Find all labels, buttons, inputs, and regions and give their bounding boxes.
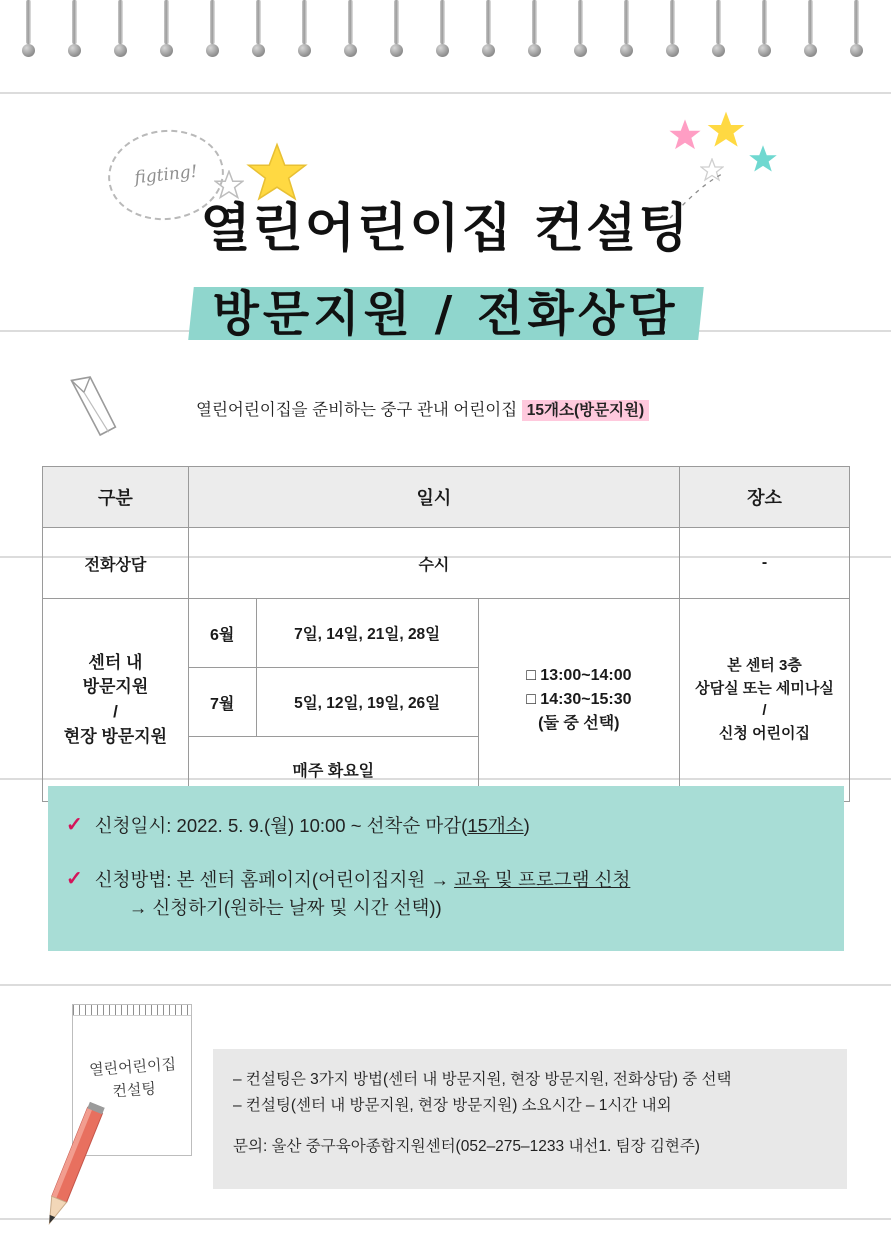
table-row [43,599,850,668]
binding-ring [804,0,817,57]
binding-ring [850,0,863,57]
footer-contact: 문의: 울산 중구육아종합지원센터(052–275–1233 내선1. 팀장 김현주) [233,1137,700,1155]
cell-dates-july: 5일, 12일, 19일, 26일 [256,668,478,737]
notice-2-line2: → 신청하기(원하는 날짜 및 시간 선택)) [128,896,442,918]
binding-ring [22,0,35,57]
column-header-datetime: 일시 [188,467,679,528]
footer-line-2: – 컨설팅(센터 내 방문지원, 현장 방문지원) 소요시간 – 1시간 내외 [233,1097,672,1115]
visit-label-line-4: 현장 방문지원 [63,726,168,746]
table-body [43,528,850,802]
star-icon [668,118,702,152]
page-subtitle-wrap [207,275,685,344]
place-line-4: 신청 어린이집 [718,724,811,742]
time-option-1: □ 13:00~14:00 [526,667,632,684]
spiral-binding [0,0,891,92]
cell-visit-place [679,599,849,802]
notice-1-underline: 15개소 [467,815,524,836]
binding-ring [620,0,633,57]
cell-phone-label: 전화상담 [43,528,189,599]
place-line-2: 상담실 또는 세미나실 [695,679,834,697]
memo-text [70,1012,194,1105]
page-subtitle: 방문지원 / 전화상담 [212,286,679,342]
place-line-3: / [762,702,767,719]
binding-ring [344,0,357,57]
binding-ring [574,0,587,57]
lead-description [196,396,649,420]
visit-label-line-1: 센터 내 [88,652,143,672]
notice-text-1 [95,812,530,840]
check-icon: ✓ [66,867,83,890]
cell-phone-when: 수시 [188,528,679,599]
notice-1-prefix: 신청일시: 2022. 5. 9.(월) 10:00 ~ 선착순 마감( [94,815,468,836]
pencil-doodle-icon [55,367,134,446]
binding-ring [712,0,725,57]
notice-item-application-date [48,812,844,840]
column-header-category: 구분 [43,467,189,528]
fighting-stamp: figting! [104,124,229,226]
lead-text: 열린어린이집을 준비하는 중구 관내 어린이집 [196,401,518,419]
check-icon: ✓ [66,814,83,836]
binding-ring [436,0,449,57]
binding-ring [160,0,173,57]
binding-ring [114,0,127,57]
notice-1-suffix: ) [523,815,530,836]
cell-dates-june: 7일, 14일, 21일, 28일 [256,599,478,668]
page-title: 열린어린이집 컨설팅 [200,199,691,259]
visit-label-line-3: / [113,702,118,721]
memo-line-1: 열린어린이집 [88,1054,177,1079]
lead-highlight: 15개소(방문지원) [522,400,649,421]
binding-ring [206,0,219,57]
notice-item-application-method [48,866,844,922]
binding-ring [528,0,541,57]
table-header-row [43,467,850,528]
cell-month-june: 6월 [188,599,256,668]
cell-weekly-note: 매주 화요일 [188,737,478,802]
column-header-place: 장소 [679,467,849,528]
divider-line [0,984,891,986]
memo-line-2: 컨설팅 [111,1078,157,1100]
binding-ring [390,0,403,57]
table-header [43,467,850,528]
footer-line-1: – 컨설팅은 3가지 방법(센터 내 방문지원, 현장 방문지원, 전화상담) 중 선택 [233,1071,732,1088]
footer-note-box [213,1049,847,1189]
binding-ring [298,0,311,57]
notice-2-underline: 교육 및 프로그램 신청 [454,868,631,890]
binding-ring [68,0,81,57]
divider-line [0,92,891,94]
binding-ring [482,0,495,57]
cell-time-options [478,599,679,802]
notice-2-prefix: 신청방법: 본 센터 홈페이지(어린이집지원 → [94,868,455,890]
poster-title-area [0,108,891,344]
binding-ring [666,0,679,57]
star-icon [706,110,746,150]
binding-ring [252,0,265,57]
schedule-table [42,466,850,802]
divider-line [0,1218,891,1220]
notice-box [48,786,844,951]
cell-phone-place: - [679,528,849,599]
time-option-2: □ 14:30~15:30 [526,691,632,708]
cell-visit-label [43,599,189,802]
footer-spacer [233,1120,827,1134]
table-row [43,528,850,599]
notice-text-2 [95,866,631,922]
time-option-note: (둘 중 선택) [538,715,620,732]
binding-ring [758,0,771,57]
cell-month-july: 7월 [188,668,256,737]
visit-label-line-2: 방문지원 [82,677,149,697]
place-line-1: 본 센터 3층 [727,657,802,674]
